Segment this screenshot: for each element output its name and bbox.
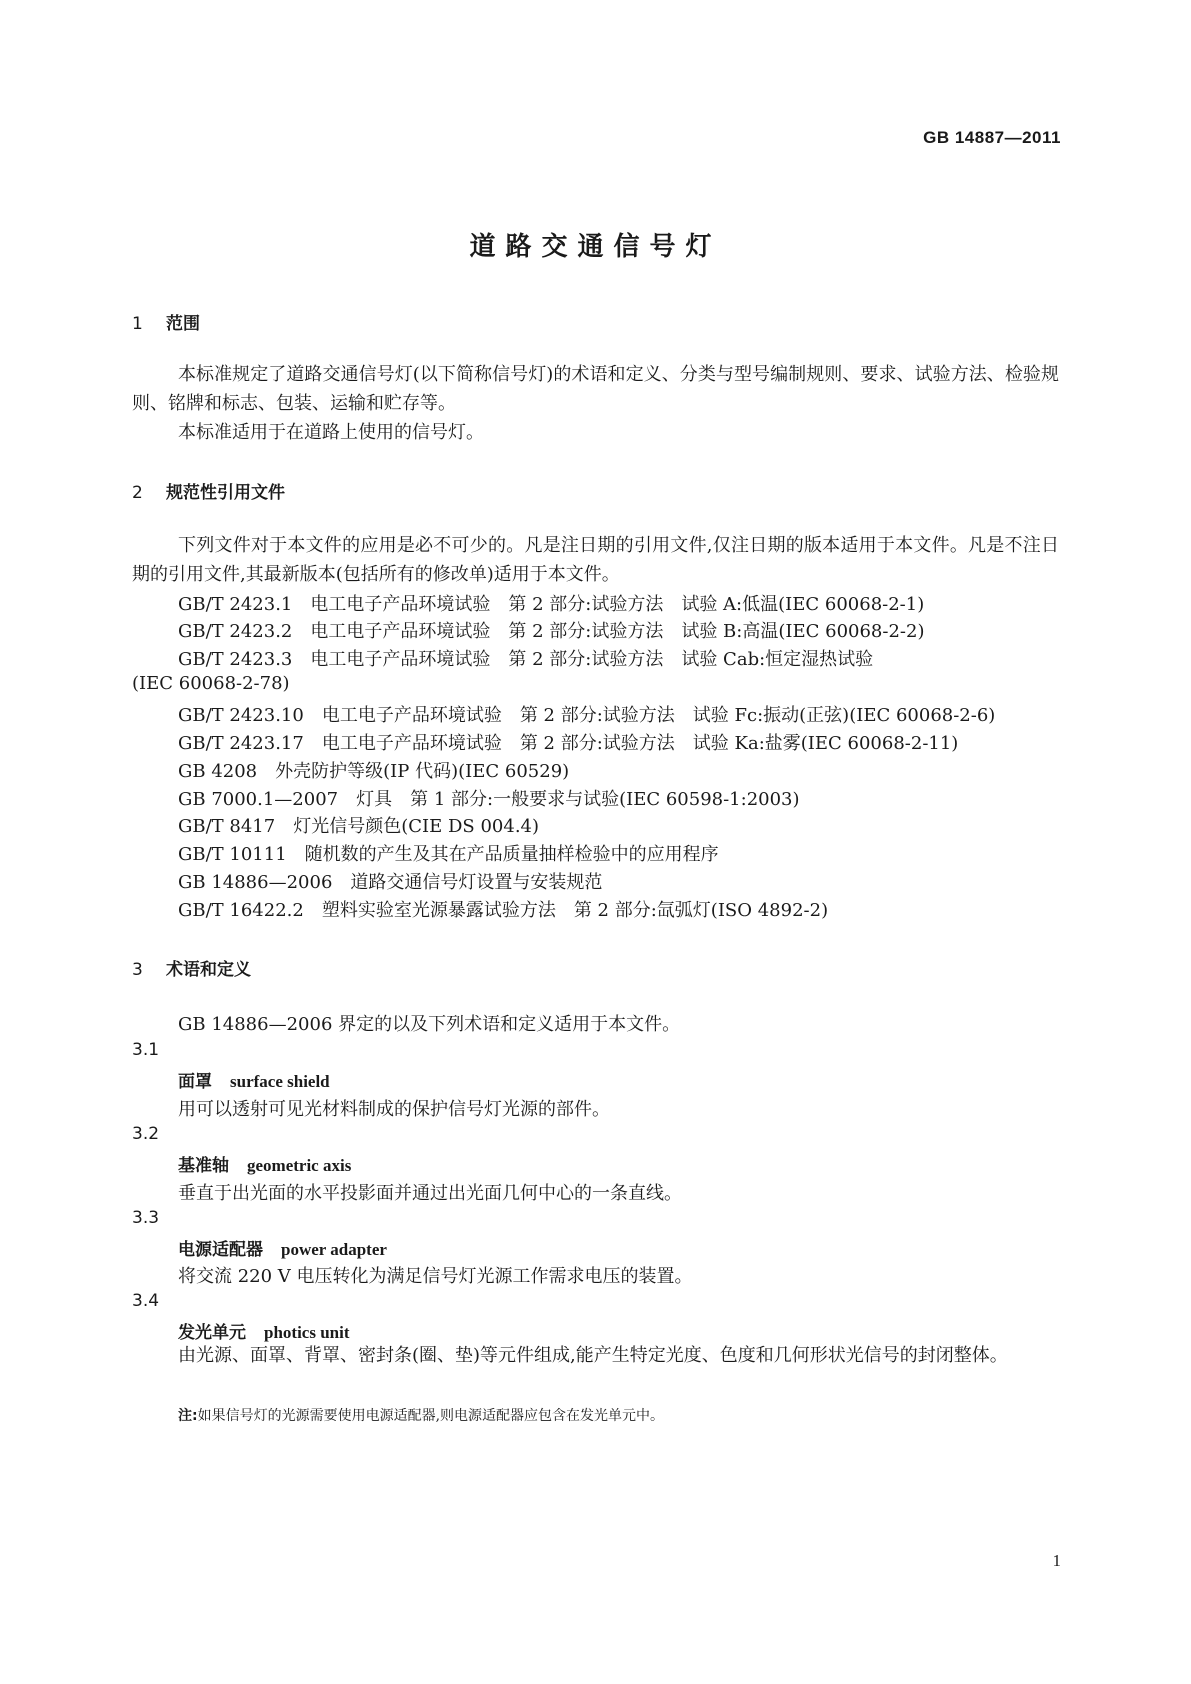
term-name <box>178 1318 350 1343</box>
term-name <box>178 1067 330 1092</box>
term-definition: 由光源、面罩、背罩、密封条(圈、垫)等元件组成,能产生特定光度、色度和几何形状光信号的封闭整体。 <box>178 1345 1008 1366</box>
scope-paragraph-2: 本标准适用于在道路上使用的信号灯。 <box>178 422 484 443</box>
note-label: 注: <box>178 1408 198 1424</box>
section-title: 范围 <box>166 314 200 334</box>
page-number: 1 <box>1052 1551 1061 1570</box>
term-name <box>178 1235 387 1260</box>
term-number: 3.1 <box>132 1040 160 1060</box>
section-title: 术语和定义 <box>166 960 251 980</box>
reference-item: GB/T 2423.3 电工电子产品环境试验 第 2 部分:试验方法 试验 Cab:恒定湿热试验 <box>178 649 874 670</box>
reference-item: GB/T 2423.1 电工电子产品环境试验 第 2 部分:试验方法 试验 A:低温(IEC 60068-2-1) <box>178 594 925 615</box>
term-definition: 用可以透射可见光材料制成的保护信号灯光源的部件。 <box>178 1099 610 1120</box>
term-definition: 垂直于出光面的水平投影面并通过出光面几何中心的一条直线。 <box>178 1183 682 1204</box>
term-name <box>178 1151 351 1176</box>
reference-item: GB/T 2423.17 电工电子产品环境试验 第 2 部分:试验方法 试验 Ka:盐雾(IEC 60068-2-11) <box>178 733 959 754</box>
section-2-heading <box>132 478 285 503</box>
note <box>178 1405 664 1425</box>
term-number: 3.4 <box>132 1291 160 1311</box>
term-name-en: power adapter <box>281 1240 387 1259</box>
references-intro: 下列文件对于本文件的应用是必不可少的。凡是注日期的引用文件,仅注日期的版本适用于本文件。凡是不注日期的引用文件,其最新版本(包括所有的修改单)适用于本文件。 <box>132 535 1059 585</box>
document-title: 道路交通信号灯 <box>469 232 722 262</box>
reference-item: GB/T 2423.10 电工电子产品环境试验 第 2 部分:试验方法 试验 Fc:振动(正弦)(IEC 60068-2-6) <box>178 705 996 726</box>
section-3-heading <box>132 955 251 980</box>
term-name-en: geometric axis <box>247 1156 352 1175</box>
reference-item: GB 4208 外壳防护等级(IP 代码)(IEC 60529) <box>178 761 570 782</box>
note-text: 如果信号灯的光源需要使用电源适配器,则电源适配器应包含在发光单元中。 <box>197 1408 665 1424</box>
term-name-zh: 基准轴 <box>178 1156 229 1176</box>
reference-item: GB/T 2423.2 电工电子产品环境试验 第 2 部分:试验方法 试验 B:高温(IEC 60068-2-2) <box>178 621 925 642</box>
reference-item: GB 7000.1—2007 灯具 第 1 部分:一般要求与试验(IEC 60598-1:2003) <box>178 789 800 810</box>
terms-intro: GB 14886—2006 界定的以及下列术语和定义适用于本文件。 <box>178 1014 681 1035</box>
section-number: 3 <box>132 960 143 980</box>
reference-item: GB 14886—2006 道路交通信号灯设置与安装规范 <box>178 872 603 893</box>
reference-item-continued: (IEC 60068-2-78) <box>132 673 290 694</box>
reference-item: GB/T 10111 随机数的产生及其在产品质量抽样检验中的应用程序 <box>178 844 719 865</box>
standard-number: GB 14887—2011 <box>923 128 1061 147</box>
term-name-zh: 电源适配器 <box>178 1240 263 1260</box>
term-name-zh: 面罩 <box>178 1072 212 1092</box>
term-number: 3.2 <box>132 1124 160 1144</box>
section-number: 1 <box>132 314 143 334</box>
section-title: 规范性引用文件 <box>166 483 285 503</box>
section-number: 2 <box>132 483 143 503</box>
term-definition: 将交流 220 V 电压转化为满足信号灯光源工作需求电压的装置。 <box>178 1266 693 1287</box>
scope-paragraph-1: 本标准规定了道路交通信号灯(以下简称信号灯)的术语和定义、分类与型号编制规则、要求、试验方法、检验规则、铭牌和标志、包装、运输和贮存等。 <box>132 364 1059 414</box>
reference-item: GB/T 8417 灯光信号颜色(CIE DS 004.4) <box>178 816 540 837</box>
reference-item: GB/T 16422.2 塑料实验室光源暴露试验方法 第 2 部分:氙弧灯(ISO 4892-2) <box>178 900 829 921</box>
term-name-en: photics unit <box>264 1323 350 1342</box>
term-name-zh: 发光单元 <box>178 1323 246 1343</box>
section-1-heading <box>132 309 200 334</box>
term-name-en: surface shield <box>230 1072 330 1091</box>
term-number: 3.3 <box>132 1208 160 1228</box>
